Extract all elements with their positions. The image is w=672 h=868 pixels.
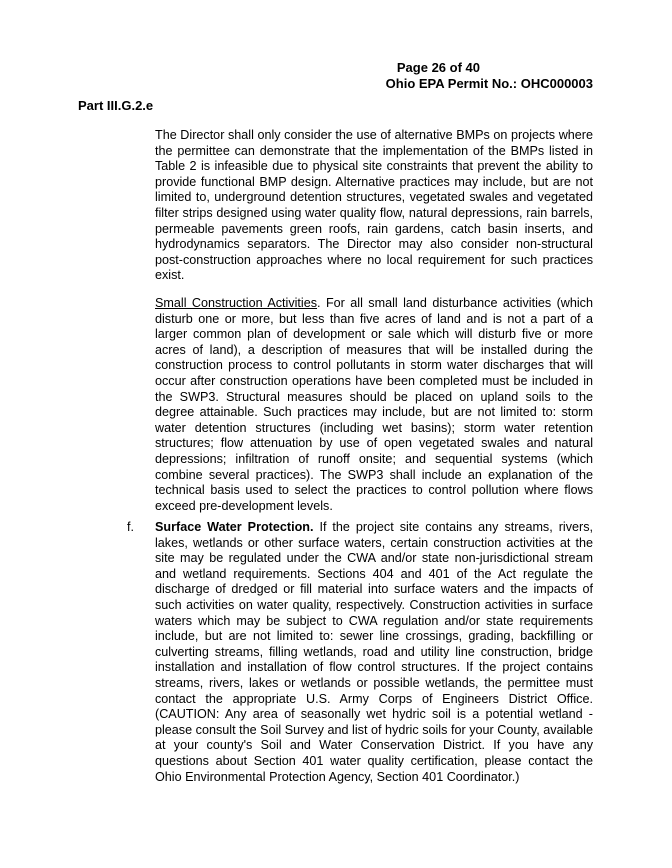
surface-water-body: If the project site contains any streams, rivers, lakes, wetlands or other surface waters, certain construction activities at the site may be regulated under the CWA and/or state non-jurisdictional stream and wetland requirements. Sections 404 and 401 of the Act regulate the discharge of dredged or fill material into surface waters and the impacts of such activities on water quality, respectively. Construction activities in surface waters which may be subject to CWA regulation and/or state requirements include, but are not limited to: sewer line crossings, grading, backfilling or culverting streams, filling wetlands, road and utility line construction, bridge installation and installation of flow control structures. If the project contains streams, rivers, lakes or wetlands or possible wetlands, the permittee must contact the appropriate U.S. Army Corps of Engineers District Office. (CAUTION: Any area of seasonally wet hydric soil is a potential wetland - please consult the Soil Survey and list of hydric soils for your County, available at your county's Soil and Water Conservation District. If you have any questions about Section 401 water quality certification, please contact the Ohio Environmental Protection Agency, Section 401 Coordinator.) — [155, 520, 593, 784]
page-number: Page 26 of 40 — [396, 60, 480, 75]
permit-number: Ohio EPA Permit No.: OHC000003 — [385, 76, 593, 91]
small-construction-body: . For all small land disturbance activities (which disturb one or more, but less than five acres of land and is not a part of a larger common plan of development or sale which will disturb five or more acres of land), a description of measures that will be installed during the construction process to control pollutants in storm water discharges that will occur after construction operations have been completed must be included in the SWP3. Structural measures should be placed on upland soils to the degree attainable. Such practices may include, but are not limited to: storm water detention structures (including wet basins); storm water retention structures; flow attenuation by use of open vegetated swales and natural depressions; infiltration of runoff onsite; and sequential systems (which combine several practices). The SWP3 shall include an explanation of the technical basis used to select the practices to control pollution where flows exceed pre-development levels. — [155, 296, 593, 513]
paragraph-small-construction — [155, 296, 593, 514]
paragraph-alternative-bmps: The Director shall only consider the use of alternative BMPs on projects where the permittee can demonstrate that the implementation of the BMPs listed in Table 2 is infeasible due to physical site constraints that prevent the ability to provide functional BMP design. Alternative practices may include, but are not limited to, underground detention structures, vegetated swales and vegetated filter strips designed using water quality flow, natural depressions, rain barrels, permeable pavements green roofs, rain gardens, catch basin inserts, and hydrodynamics separators. The Director may also consider non-structural post-construction approaches where no local requirement for such practices exist. — [155, 128, 593, 283]
list-marker-f: f. — [127, 520, 134, 534]
paragraph-surface-water — [155, 520, 593, 785]
small-construction-heading: Small Construction Activities — [155, 296, 318, 310]
section-reference: Part III.G.2.e — [78, 98, 154, 113]
surface-water-heading: Surface Water Protection. — [155, 520, 314, 534]
